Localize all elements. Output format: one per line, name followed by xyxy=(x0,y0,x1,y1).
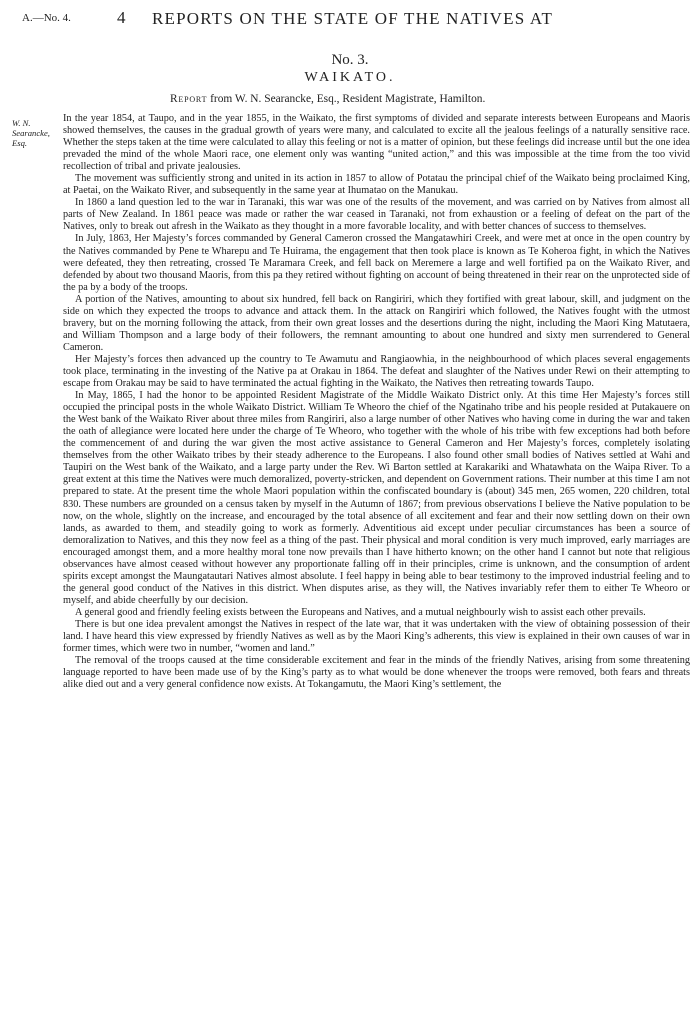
paragraph: Her Majesty’s forces then advanced up the country to Te Awamutu and Rangiaowhia, in the neighbourhood of which places several engagements took place, terminating in the investing of the Native pa at Orakau in 1864. The defeat and slaughter of the Natives under Rewi on their attempting to escape from Orakau may be said to have terminated the actual fighting in the Waikato, the Natives then retreating towards Taupo. xyxy=(63,353,690,390)
document-reference: A.—No. 4. xyxy=(22,12,71,24)
paragraph: In July, 1863, Her Majesty’s forces commanded by General Cameron crossed the Mangatawhiri Creek, and were met at once in the open country by the Natives commanded by Pene te Wharepu and Te Huirama, the engagement that then took place is known as Te Koheroa fight, in which the Natives were defeated, they then retreating, crossed Te Maramara Creek, and fell back on Meremere a large and well fortified pa on the Waikato River, and defended by about two thousand Maoris, from this pa they retired without fighting on account of being threatened in their rear on the unprotected side of the pa by a body of the troops. xyxy=(63,233,690,293)
paragraph: In the year 1854, at Taupo, and in the year 1855, in the Waikato, the first symptoms of divided and separate interests between Europeans and Maoris showed themselves, the causes in the gradual growth of years were many, and calculated to excite all the jealous feelings of a naturally sensitive race. Whether the steps taken at the time were calculated to allay this feeling or not is a matter of opinion, but these feelings did increase until but the one idea prevaded the mind of the whole Maori race, one element only was wanting “united action,” and this was impossible at the time from the too vivid recollection of tribal and private jealousies. xyxy=(63,113,690,173)
running-title: REPORTS ON THE STATE OF THE NATIVES AT xyxy=(152,9,554,28)
paragraph: A portion of the Natives, amounting to about six hundred, fell back on Rangiriri, which they fortified with great labour, skill, and judgment on the side on which they expected the troops to advance and attack them. In the attack on Rangiriri which followed, the Natives fought with the utmost bravery, but on the morning following the attack, from their own great losses and the desertions during the night, including the Maori King Matutaera, and William Thompson and a large body of their followers, the remnant amounting to about one hundred and sixty men surrendered to General Cameron. xyxy=(63,293,690,353)
page-number: 4 xyxy=(117,8,126,27)
section-number: No. 3. xyxy=(331,52,369,68)
paragraph: The movement was sufficiently strong and united in its action in 1857 to allow of Potatau the principal chief of the Waikato being proclaimed King, at Paetai, on the Waikato River, and subsequently in the same year at Ihumatao on the Manukau. xyxy=(63,173,690,197)
paragraph: A general good and friendly feeling exists between the Europeans and Natives, and a mutual neighbourly wish to assist each other prevails. xyxy=(75,606,646,618)
margin-note: W. N. Searancke, Esq. xyxy=(12,118,50,148)
report-author: from W. N. Searancke, Esq., Resident Magistrate, Hamilton. xyxy=(210,93,486,105)
report-body xyxy=(63,113,690,691)
paragraph: In 1860 a land question led to the war in Taranaki, this war was one of the results of the movement, and was carried on by Natives from almost all parts of New Zealand. In 1861 peace was made or rather the war ceased in Taranaki, not from exhaustion or a feeling of defeat on the part of the Natives, only to break out afresh in the Waikato as they thought in a more favorable locality, and with better chances of success to themselves. xyxy=(63,197,690,233)
running-header xyxy=(22,8,678,30)
section-title: WAIKATO. xyxy=(304,70,396,85)
paragraph: In May, 1865, I had the honor to be appointed Resident Magistrate of the Middle Waikato District only. At this time Her Majesty’s forces still occupied the principal posts in the whole Waikato District. William Te Wheoro the chief of the Ngatinaho tribe and his people resided at Putakauere on the West bank of the Waikato River about three miles from Rangiriri, also a large number of other Natives who having come in during the war and taken the oath of allegiance were located here under the charge of Te Wheoro, who together with the whole of his tribe with few exceptions had both before the commencement of and during the war given the most active assistance to General Cameron and Her Majesty’s forces, completely isolating themselves from the other Waikato tribes by their steady adherence to the Europeans. I also found other small bodies of Natives settled at Wahi and Taupiri on the West bank of the Waikato, and a large party under the Rev. Wi Barton settled at Karakariki and Whatawhata on the Waipa River. To a great extent at this time the Natives were much demoralized, poverty-stricken, and dependent on Government rations. Their number at this time I am not prepared to state. At the present time the whole Maori population within the confiscated boundary is (about) 345 men, 265 women, 220 children, total 830. These numbers are grounded on a census taken by myself in the Autumn of 1867; from previous observations I believe the Native population to be now, on the whole, slightly on the increase, and encouraged by the total absence of all excitement and fear and their now settling down on their own lands, as awarded to them, and steadily going to work as formerly. Adventitious aid except under peculiar circumstances has been a source of demoralization to Natives, and this they now feel as a thing of the past. Their physical and moral condition is very much improved, early marriages are encouraged amongst them, and a more healthy moral tone now prevails than I have hitherto known; on the other hand I cannot but note that religious observances have almost ceased without however any proportionate falling off in their principles, crime is unknown, and the consumption of ardent spirits except amongst the Maungatautari Natives almost absolute. I feel happy in being able to bear testimony to the improved industrial feeling and to the general good conduct of the Natives in this district. When disputes arise, as they will, the Natives invariably refer them to either Te Wheoro or myself, and abide cheerfully by our decision. xyxy=(63,390,690,606)
paragraph: The removal of the troops caused at the time considerable excitement and fear in the minds of the friendly Natives, arising from some threatening language reported to have been made use of by the King’s party as to what would be done whenever the troops were removed, both fears and threats alike died out and a very general confidence now exists. At Tokangamutu, the Maori King’s settlement, the xyxy=(63,655,690,691)
report-attribution xyxy=(170,93,485,105)
paragraph: There is but one idea prevalent amongst the Natives in respect of the late war, that it was undertaken with the view of obtaining possession of their land. I have heard this view expressed by friendly Natives as well as by the Maori King’s adherents, this view is explained in their own causes of war in former times, which were two in number, “women and land.” xyxy=(63,618,690,655)
report-lead: Report xyxy=(170,93,208,105)
